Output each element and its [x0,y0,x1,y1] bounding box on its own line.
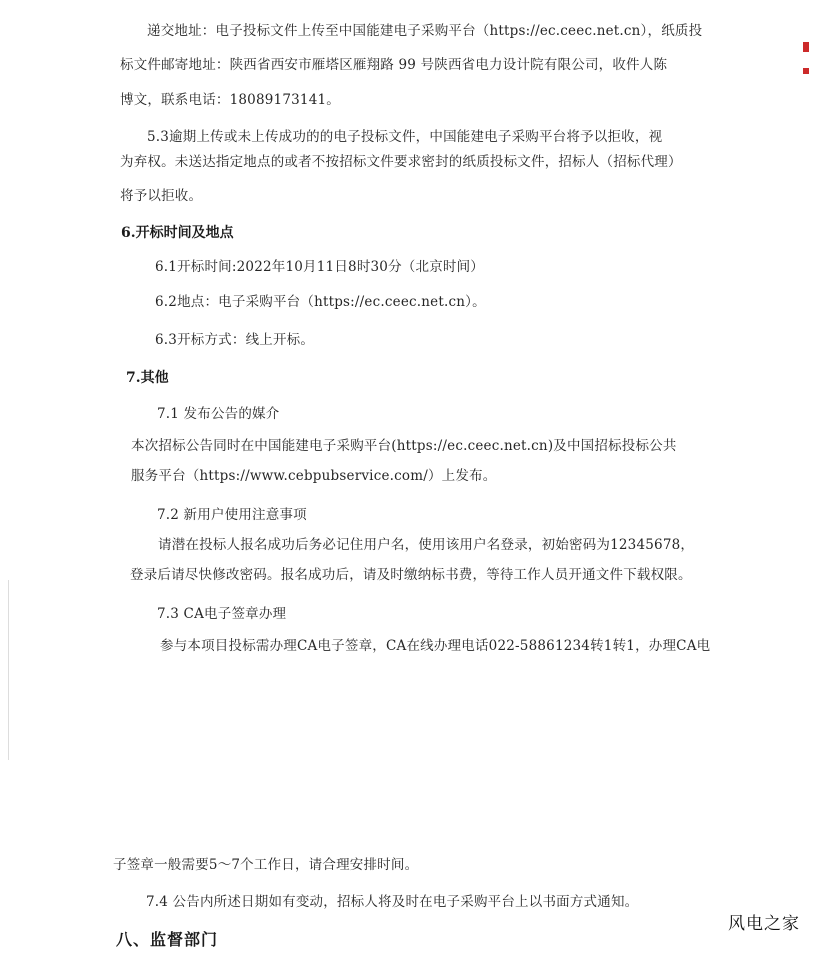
text-line: 博文，联系电话：18089173141。 [120,92,340,108]
red-edge-mark [803,42,809,52]
subsection-heading: 7.1 发布公告的媒介 [157,406,280,422]
text-line: 5.3逾期上传或未上传成功的的电子投标文件，中国能建电子采购平台将予以拒收，视 [147,129,663,145]
text-line: 本次招标公告同时在中国能建电子采购平台(https://ec.ceec.net.cn)及中国招标投标公共 [131,438,677,454]
watermark-text: 风电之家 [728,914,800,934]
text-line: 递交地址：电子投标文件上传至中国能建电子采购平台（https://ec.ceec.net.cn），纸质投 [147,23,703,39]
text-line: 子签章一般需要5～7个工作日，请合理安排时间。 [113,857,419,873]
red-edge-mark [803,68,809,74]
text-line: 7.4 公告内所述日期如有变动，招标人将及时在电子采购平台上以书面方式通知。 [146,894,639,910]
text-line: 6.2地点：电子采购平台（https://ec.ceec.net.cn）。 [155,294,486,310]
text-line: 将予以拒收。 [120,188,203,204]
subsection-heading: 7.2 新用户使用注意事项 [157,507,307,523]
text-line: 标文件邮寄地址：陕西省西安市雁塔区雁翔路 99 号陕西省电力设计院有限公司，收件人陈 [120,57,668,73]
subsection-heading: 7.3 CA电子签章办理 [157,606,287,622]
scan-edge-line [8,580,9,760]
text-line: 参与本项目投标需办理CA电子签章，CA在线办理电话022-58861234转1转1，办理CA电 [160,638,711,654]
text-line: 登录后请尽快修改密码。报名成功后，请及时缴纳标书费，等待工作人员开通文件下载权限。 [130,567,692,583]
text-line: 6.3开标方式：线上开标。 [155,332,315,348]
section-heading: 6.开标时间及地点 [121,225,234,241]
text-line: 请潜在投标人报名成功后务必记住用户名，使用该用户名登录，初始密码为12345678， [158,537,695,553]
text-line: 6.1开标时间:2022年10月11日8时30分（北京时间） [155,259,484,275]
text-line: 为弃权。未送达指定地点的或者不按招标文件要求密封的纸质投标文件，招标人（招标代理） [120,154,682,170]
text-line: 服务平台（https://www.cebpubservice.com/）上发布。 [131,468,497,484]
section-heading: 八、监督部门 [116,930,219,949]
section-heading: 7.其他 [126,370,169,386]
